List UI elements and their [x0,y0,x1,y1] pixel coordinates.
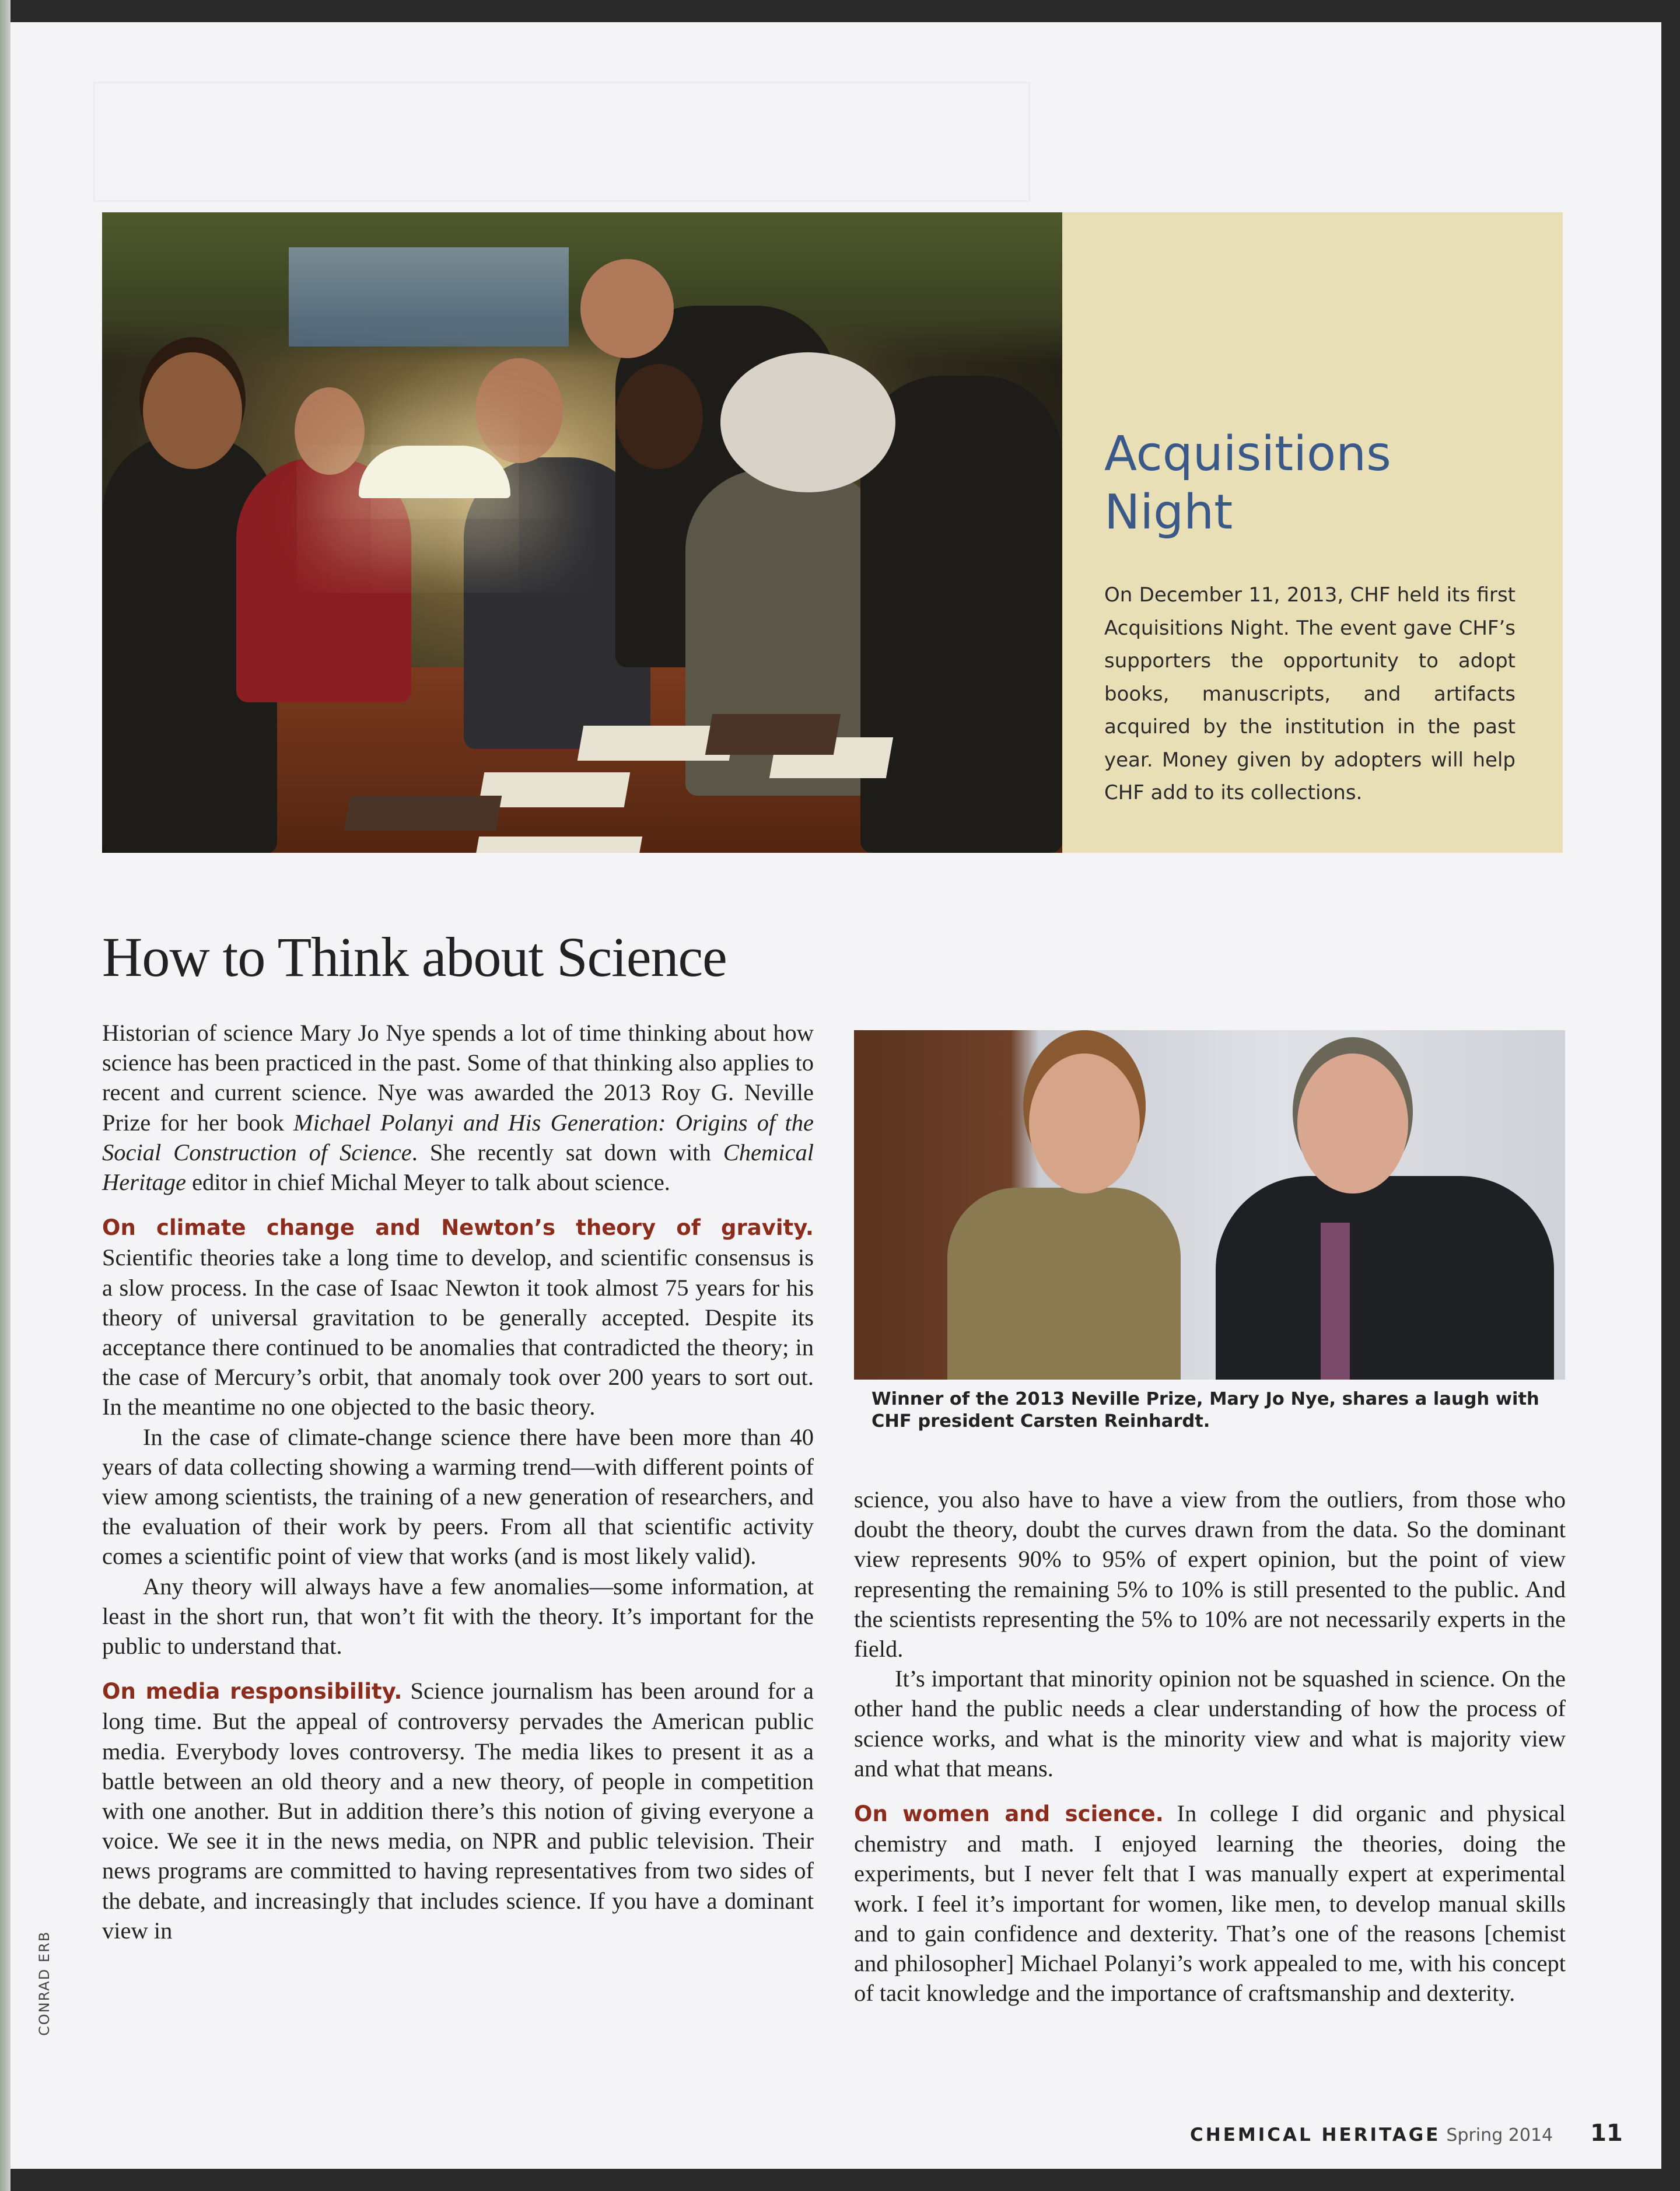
acquisitions-night-sidebar [1062,212,1563,853]
page-edge [0,0,10,2191]
article-column-left [102,1018,814,1945]
acquisitions-night-photo [102,212,1062,853]
show-through [93,82,1030,202]
section-lead-climate: On climate change and Newton’s theory of gravity. [102,1215,814,1241]
photo-credit: CONRAD ERB [36,1930,52,2036]
intro-paragraph: Historian of science Mary Jo Nye spends a lot of time thinking about how science has been practiced in the past. Some of that thinking also applies to recent and current science. Nye was awarded the 2013 Roy G. Neville Prize for her book Michael Polanyi and His Generation: Origins of the Social Construction of Science. She recently sat down with Chemical Heritage editor in chief Michal Meyer to talk about science. [102,1020,814,1196]
climate-paragraph-3: Any theory will always have a few anomalies—some information, at least in the short run, that won’t fit with the theory. It’s important for the public to understand that. [102,1573,814,1660]
book-title: Michael Polanyi and His Generation: Origins of the Social Construction of Science [102,1109,814,1166]
climate-paragraph: On climate change and Newton’s theory of gravity. Scientific theories take a long time to develop, and scientific consensus is a slow process. In the case of Isaac Newton it took almost 75 years for his theory of universal gravitation to be generally accepted. Despite its acceptance there continued to be anomalies that contradicted the theory; in the case of Mercury’s orbit, that anomaly took over 200 years to sort out. In the meantime no one objected to the basic theory. [102,1215,814,1420]
climate-paragraph-2: In the case of climate-change science there have been more than 40 years of data collecting showing a warming trend—with different points of view among scientists, the training of a new generation of researchers, and the evaluation of their work by peers. From all that scientific activity comes a scientific point of view that works (and is most likely valid). [102,1423,814,1570]
sidebar-title: Acquisitions Night [1104,426,1391,540]
article-headline: How to Think about Science [102,926,727,988]
footer-issue: Spring 2014 [1446,2125,1553,2146]
women-paragraph: On women and science. In college I did organic and physical chemistry and math. I enjoyed learning the theories, doing the experiments, but I never felt that I was manually expert at experimental work. I feel it’s important for women, like men, to develop manual skills and to gain confidence and dexterity. That’s one of the reasons [chemist and philosopher] Michael Polanyi’s work appealed to me, with his concept of tacit knowledge and the importance of craftsmanship and dexterity. [854,1800,1566,2007]
page-number: 11 [1590,2120,1623,2147]
article-column-right [854,1485,1566,2008]
media-paragraph-2: It’s important that minority opinion not be squashed in science. On the other hand the public needs a clear understanding of how the process of science works, and what is the minority view and what is majority view and what that means. [854,1665,1566,1782]
media-paragraph: On media responsibility. Science journalism has been around for a long time. But the appeal of controversy pervades the American public media. Everybody loves controversy. The media likes to present it as a battle between an old theory and a new theory, of people in competition with one another. But in addition there’s this notion of giving everyone a voice. We see it in the news media, on NPR and public television. Their news programs are committed to having representatives from two sides of the debate, and increasingly that includes science. If you have a dominant view in [102,1678,814,1944]
media-paragraph-cont: science, you also have to have a view from the outliers, from those who doubt the theory, doubt the curves drawn from the data. So the dominant view represents 90% to 95% of expert opinion, but the point of view representing the remaining 5% to 10% is still presented to the public. And the scientists representing the 5% to 10% are not necessarily experts in the field. [854,1486,1566,1662]
magazine-name: Chemical Heritage [102,1139,814,1196]
neville-prize-photo [854,1030,1565,1380]
section-lead-women: On women and science. [854,1801,1164,1827]
footer-magazine: CHEMICAL HERITAGE [1190,2124,1441,2146]
photo-caption: Winner of the 2013 Neville Prize, Mary Jo Nye, shares a laugh with CHF president Carsten Reinhardt. [872,1389,1539,1432]
page-footer [1190,2120,1623,2147]
sidebar-text: On December 11, 2013, CHF held its first Acquisitions Night. The event gave CHF’s supporters the opportunity to adopt books, manuscripts, and artifacts acquired by the institution in the past year. Money given by adopters will help CHF add to its collections. [1104,583,1516,804]
section-lead-media: On media responsibility. [102,1679,402,1704]
